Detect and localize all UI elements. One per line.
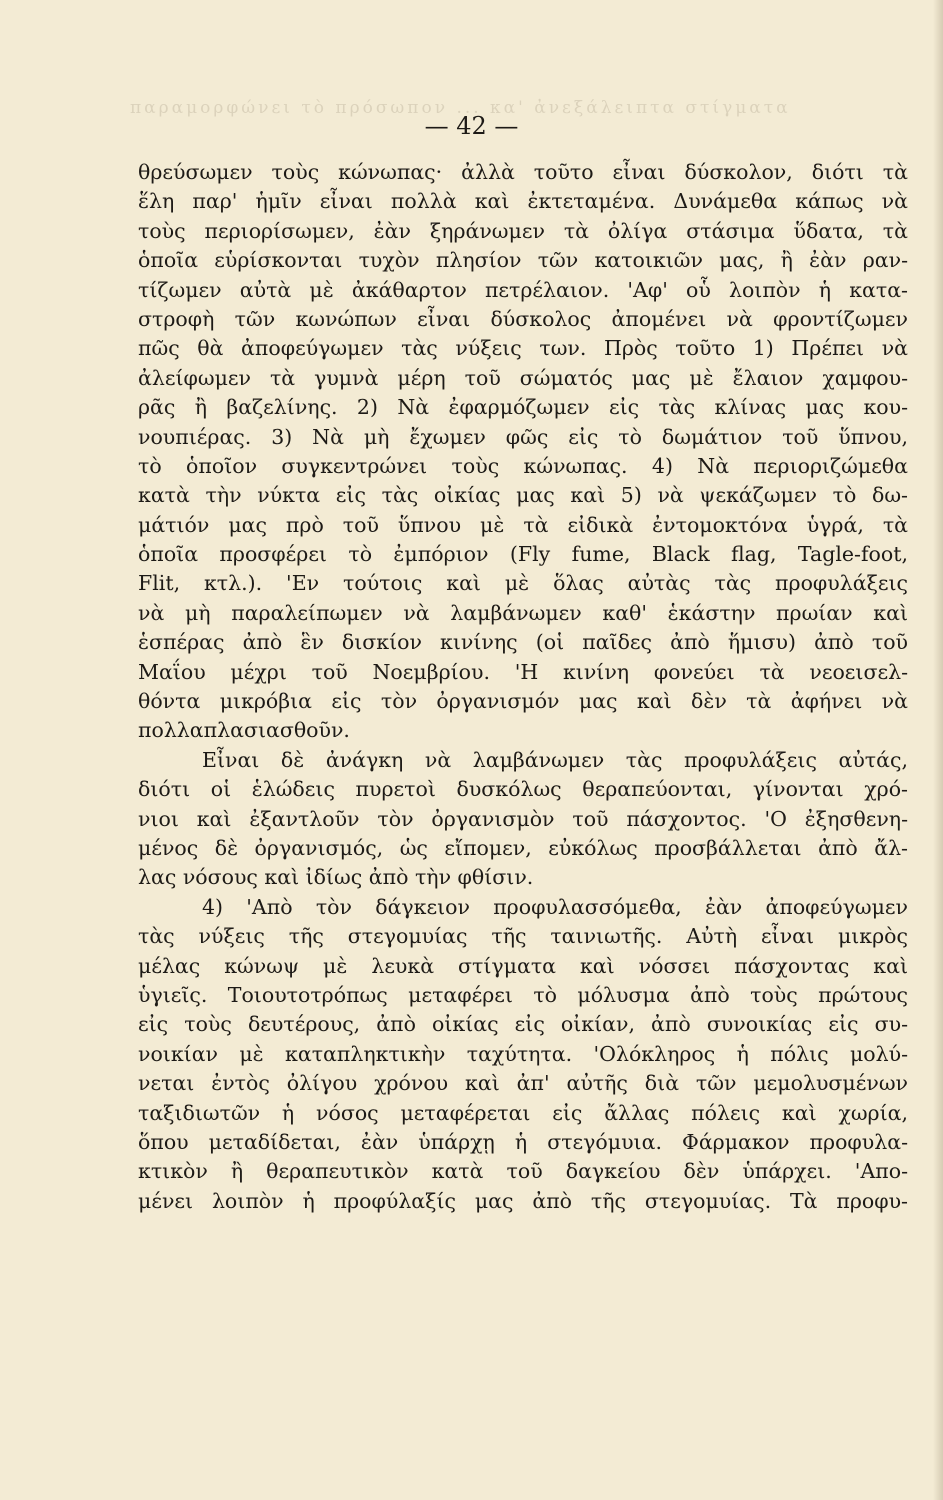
text-line: εἰς τοὺς δευτέρους, ἀπὸ οἰκίας εἰς οἰκίαν, ἀπὸ συνοικίας εἰς συ- [138, 1012, 908, 1037]
text-line: θρεύσωμεν τοὺς κώνωπας· ἀλλὰ τοῦτο εἶναι δύσκολον, διότι τὰ [138, 160, 908, 184]
text-line: Flit, κτλ.). 'Εν τούτοις καὶ μὲ ὅλας αὐτὰς τὰς προφυλάξεις [138, 571, 908, 596]
text-line: μέλας κώνωψ μὲ λευκὰ στίγματα καὶ νόσσει πάσχοντας καὶ [138, 953, 908, 978]
text-line: μένει λοιπὸν ἡ προφύλαξίς μας ἀπὸ τῆς στεγομυίας. Τὰ προφυ- [138, 1188, 908, 1213]
text-line: νιοι καὶ ἐξαντλοῦν τὸν ὀργανισμὸν τοῦ πάσχοντος. 'Ο ἐξησθενη- [138, 806, 908, 831]
text-line: θόντα μικρόβια εἰς τὸν ὀργανισμόν μας καὶ δὲν τὰ ἀφήνει νὰ [138, 689, 908, 714]
text-line: νὰ μὴ παραλείπωμεν νὰ λαμβάνωμεν καθ' ἑκάστην πρωίαν καὶ [138, 600, 908, 625]
text-line: τὰς νύξεις τῆς στεγομυίας τῆς ταινιωτῆς. Αὐτὴ εἶναι μικρὸς [138, 924, 908, 949]
text-line: διότι οἱ ἑλώδεις πυρετοὶ δυσκόλως θεραπεύονται, γίνονται χρό- [138, 777, 908, 802]
text-line: Μαΐου μέχρι τοῦ Νοεμβρίου. 'Η κινίνη φονεύει τὰ νεοεισελ- [138, 659, 908, 684]
text-line: μένος δὲ ὀργανισμός, ὡς εἴπομεν, εὐκόλως προσβάλλεται ἀπὸ ἄλ- [138, 835, 908, 860]
text-line: ἀλείφωμεν τὰ γυμνὰ μέρη τοῦ σώματός μας μὲ ἔλαιον χαμφου- [138, 365, 908, 390]
text-line: στροφὴ τῶν κωνώπων εἶναι δύσκολος ἀπομένει νὰ φροντίζωμεν [138, 306, 908, 331]
text-line: ὁποῖα εὑρίσκονται τυχὸν πλησίον τῶν κατοικιῶν μας, ἢ ἐὰν ραν- [138, 248, 908, 273]
text-line: ἑσπέρας ἀπὸ ἓν δισκίον κινίνης (οἱ παῖδες ἀπὸ ἥμισυ) ἀπὸ τοῦ [138, 630, 908, 655]
page-edge-shadow [933, 0, 943, 1500]
text-line: τοὺς περιορίσωμεν, ἐὰν ξηράνωμεν τὰ ὀλίγα στάσιμα ὕδατα, τὰ [138, 218, 908, 243]
text-line: τίζωμεν αὐτὰ μὲ ἀκάθαρτον πετρέλαιον. 'Αφ' οὗ λοιπὸν ἡ κατα- [138, 277, 908, 302]
text-line: τὸ ὁποῖον συγκεντρώνει τοὺς κώνωπας. 4) Νὰ περιοριζώμεθα [138, 453, 908, 478]
text-line: ρᾶς ἢ βαζελίνης. 2) Νὰ ἐφαρμόζωμεν εἰς τὰς κλίνας μας κου- [138, 395, 908, 420]
text-line: κατὰ τὴν νύκτα εἰς τὰς οἰκίας μας καὶ 5) νὰ ψεκάζωμεν τὸ δω- [138, 483, 908, 508]
text-line: λας νόσους καὶ ἰδίως ἀπὸ τὴν φθίσιν. [138, 865, 534, 890]
text-line: νοικίαν μὲ καταπληκτικὴν ταχύτητα. 'Ολόκληρος ἡ πόλις μολύ- [138, 1041, 908, 1066]
text-line: ὅπου μεταδίδεται, ἐὰν ὑπάρχῃ ἡ στεγόμυια. Φάρμακον προφυλα- [138, 1129, 908, 1154]
text-line: νουπιέρας. 3) Νὰ μὴ ἔχωμεν φῶς εἰς τὸ δωμάτιον τοῦ ὕπνου, [138, 424, 908, 449]
text-line: κτικὸν ἢ θεραπευτικὸν κατὰ τοῦ δαγκείου δὲν ὑπάρχει. 'Απο- [138, 1159, 908, 1184]
text-line: νεται ἐντὸς ὀλίγου χρόνου καὶ ἀπ' αὐτῆς διὰ τῶν μεμολυσμένων [138, 1071, 908, 1096]
page-number: — 42 — [424, 112, 519, 140]
text-line: ταξιδιωτῶν ἡ νόσος μεταφέρεται εἰς ἄλλας πόλεις καὶ χωρία, [138, 1100, 908, 1125]
text-line: πολλαπλασιασθοῦν. [138, 718, 350, 743]
text-line: πῶς θὰ ἀποφεύγωμεν τὰς νύξεις των. Πρὸς τοῦτο 1) Πρέπει νὰ [138, 336, 908, 361]
text-line: ἕλη παρ' ἡμῖν εἶναι πολλὰ καὶ ἐκτεταμένα. Δυνάμεθα κάπως νὰ [138, 189, 908, 214]
text-line: ὑγιεῖς. Τοιουτοτρόπως μεταφέρει τὸ μόλυσμα ἀπὸ τοὺς πρώτους [138, 982, 908, 1007]
bleed-through-text: παραμορφώνει τὸ πρόσωπον ... κα' ἀνεξάλειπτα στίγματα [130, 98, 791, 118]
text-line: 4) 'Απὸ τὸν δάγκειον προφυλασσόμεθα, ἐὰν ἀποφεύγωμεν [202, 894, 908, 919]
text-line: Εἶναι δὲ ἀνάγκη νὰ λαμβάνωμεν τὰς προφυλάξεις αὐτάς, [202, 747, 908, 772]
text-line: ὁποῖα προσφέρει τὸ ἐμπόριον (Fly fume, Black flag, Tagle-foot, [138, 542, 908, 567]
text-line: μάτιόν μας πρὸ τοῦ ὕπνου μὲ τὰ εἰδικὰ ἐντομοκτόνα ὑγρά, τὰ [138, 512, 908, 537]
body-text [138, 158, 908, 1216]
